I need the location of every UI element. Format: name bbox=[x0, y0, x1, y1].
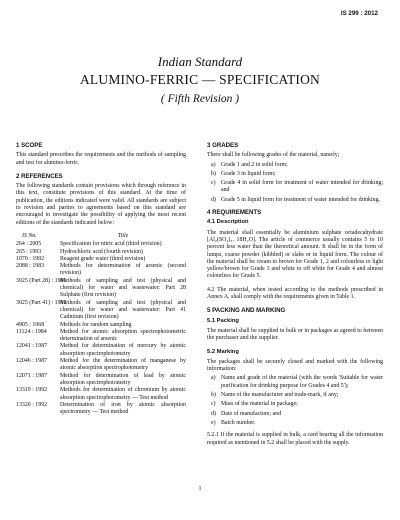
col-title: Title bbox=[117, 232, 129, 239]
reference-item-label: 12046 : 1987 bbox=[16, 358, 48, 365]
reference-item-text: Method for determination of lead by atomic absorption spectrophotometry bbox=[60, 372, 186, 386]
grade-item bbox=[207, 171, 383, 178]
reference-item bbox=[16, 249, 186, 256]
reference-item-label: 13319 : 1992 bbox=[16, 387, 48, 394]
packing-text: The material shall be supplied in bulk or in packages as agreed to between the purchaser and the supplier. bbox=[207, 327, 383, 342]
description-text: The material shall essentially be aluminium sulphate octadecahydrate [Al₂(SO₄)₃. 18H₂O]. The article of commerce usually contains 5 to 10 percent less water than the theoretical amount. It shall be in the form of lumps, coarse powder (kibbled) or slabs or in liquid form. The colour of the material shall be cream to brown for Grade 1, 2 and colourless to light yellow/brown for Grade 3 and white to off white for Grade 4 and almost colourless for Grade 5. bbox=[207, 229, 383, 280]
grades-heading: 3 GRADES bbox=[207, 142, 239, 149]
reference-item-text: Methods of sampling and test (physical and chemical) for water and wastewater: Part 28 Sulphate (first revision) bbox=[60, 277, 186, 299]
reference-item bbox=[16, 343, 186, 358]
marking-item-label: c) bbox=[211, 401, 216, 408]
reference-item-label: 3025 (Part 28) : 1986 bbox=[16, 277, 67, 284]
marking-item bbox=[207, 375, 383, 390]
requirements-clause-4-2: 4.2 The material, when tested according to the methods prescribed in Annex A, shall comply with the requirements given in Table 1. bbox=[207, 286, 383, 301]
col-is-no: IS No. bbox=[22, 232, 37, 239]
reference-item bbox=[16, 358, 186, 373]
reference-item-label: 12041 : 1987 bbox=[16, 343, 48, 350]
grade-item-text: Grade 1 and 2 in solid form; bbox=[221, 161, 288, 168]
grades-intro: There shall be following grades of the material, namely; bbox=[207, 152, 340, 159]
grade-item-text: Grade 3 in liquid form; bbox=[221, 170, 276, 177]
reference-item-text: Reagent grade water (third revision) bbox=[60, 255, 146, 262]
grade-item-label: c) bbox=[211, 180, 216, 187]
reference-item-label: 2088 : 1983 bbox=[16, 263, 45, 270]
marking-item bbox=[207, 411, 383, 418]
reference-item-text: Method for determination of mercury by atomic absorption spectrophotometry bbox=[60, 343, 186, 357]
grade-item bbox=[207, 180, 383, 195]
reference-item-label: 4905 : 1968 bbox=[16, 321, 45, 328]
marking-item-text: Name of the manufacturer and trade-mark, if any; bbox=[221, 392, 339, 399]
standard-label: Indian Standard bbox=[157, 54, 243, 69]
revision-label: ( Fifth Revision ) bbox=[160, 93, 240, 105]
marking-item-label: d) bbox=[211, 410, 216, 417]
marking-item bbox=[207, 392, 383, 399]
reference-item bbox=[16, 263, 186, 278]
reference-item bbox=[16, 278, 186, 300]
marking-item bbox=[207, 401, 383, 408]
reference-item bbox=[16, 373, 186, 388]
marking-text: The packages shall be securely closed and marked with the following information: bbox=[207, 358, 383, 373]
grade-item-text: Grade 4 in solid form for treatment of water intended for drinking; and bbox=[221, 180, 383, 194]
marking-item-label: a) bbox=[211, 375, 216, 382]
references-text: The following standards contain provisions which through reference in this text, constitute provisions of this standard. At the time of publication, the editions indicated were valid. All standards are subject to revision and parties to agreements based on this standard are encouraged to investigate the possibility of applying the most recent editions of the standards indicated below: bbox=[16, 183, 186, 226]
scope-heading: 1 SCOPE bbox=[16, 142, 43, 149]
standard-number: IS 299 : 2012 bbox=[340, 10, 378, 17]
references-list bbox=[16, 241, 186, 416]
reference-item-label: 3025 (Part 41) : 1992 bbox=[16, 299, 67, 306]
scope-text: This standard prescribes the requirements and the methods of sampling and test for alumino-ferric. bbox=[16, 152, 186, 166]
marking-item-label: e) bbox=[211, 419, 216, 426]
reference-item-text: Specification for nitric acid (third revision) bbox=[60, 241, 162, 248]
grade-item-text: Grade 5 in liquid form for treatment of water intended for drinking. bbox=[221, 196, 380, 203]
references-heading: 2 REFERENCES bbox=[16, 172, 63, 180]
packing-subheading: 5.1 Packing bbox=[207, 317, 239, 324]
reference-item-text: Method for atomic absorption spectrophotometric determination of arsenic bbox=[60, 328, 186, 343]
marking-item-text: Name and grade of the material (with the words 'Suitable for water purification for drinking purpose for Grades 4 and 5'); bbox=[221, 375, 383, 389]
marking-item bbox=[207, 420, 383, 427]
grade-item bbox=[207, 162, 383, 169]
left-column bbox=[16, 142, 186, 416]
document-title: ALUMINO-FERRIC — SPECIFICATION bbox=[79, 72, 320, 87]
reference-item bbox=[16, 322, 186, 329]
reference-item-text: Methods for determination of chromium by atomic absorption spectrophotometry — Test method bbox=[60, 387, 186, 401]
reference-item-text: Methods for random sampling bbox=[60, 321, 132, 328]
reference-item-label: 265 : 1993 bbox=[16, 248, 42, 255]
grade-item-label: d) bbox=[211, 196, 216, 203]
marking-clause-5-2-1: 5.2.1 If the material is supplied in bulk, a card bearing all the information required as mentioned in 5.2 shall be placed with the supply. bbox=[207, 432, 383, 446]
marking-item-text: Batch number. bbox=[221, 419, 256, 426]
reference-item-text: Determination of iron by atomic absorption spectrometry — Test method bbox=[60, 401, 186, 416]
packing-heading: 5 PACKING AND MARKING bbox=[207, 307, 286, 315]
reference-item bbox=[16, 329, 186, 344]
reference-item-label: 13320 : 1992 bbox=[16, 401, 48, 408]
marking-subheading: 5.2 Marking bbox=[207, 348, 239, 355]
description-heading: 4.1 Description bbox=[207, 219, 249, 226]
reference-item-text: Method for the determination of manganese by atomic absorption spectrophotometry bbox=[60, 358, 186, 372]
reference-item-text: Methods for determination of arsenic (second revision) bbox=[60, 263, 186, 277]
reference-item-text: Methods of sampling and test (physical and chemical) for water and wastewater: Part 41 Cadmium (first revision) bbox=[60, 299, 186, 321]
reference-item-label: 12071 : 1987 bbox=[16, 372, 48, 379]
reference-item-label: 11124 : 1984 bbox=[16, 328, 47, 335]
reference-item bbox=[16, 387, 186, 402]
references-table-header bbox=[16, 233, 186, 240]
grade-item-label: a) bbox=[211, 161, 216, 168]
grade-item-label: b) bbox=[211, 170, 216, 177]
reference-item bbox=[16, 300, 186, 322]
requirements-heading: 4 REQUIREMENTS bbox=[207, 209, 262, 217]
marking-item-label: b) bbox=[211, 392, 216, 399]
marking-item-text: Mass of the material in package; bbox=[221, 401, 298, 408]
reference-item-text: Hydrochloric acid (fourth revision) bbox=[60, 248, 143, 255]
reference-item bbox=[16, 241, 186, 248]
reference-item-label: 1070 : 1992 bbox=[16, 255, 45, 262]
right-column bbox=[207, 142, 383, 453]
reference-item-label: 264 : 2005 bbox=[16, 241, 42, 248]
marking-list bbox=[207, 375, 383, 427]
reference-item bbox=[16, 402, 186, 417]
page-number: 1 bbox=[198, 486, 202, 492]
grades-list bbox=[207, 162, 383, 204]
grade-item bbox=[207, 197, 383, 204]
marking-item-text: Date of manufacture; and bbox=[221, 410, 282, 417]
